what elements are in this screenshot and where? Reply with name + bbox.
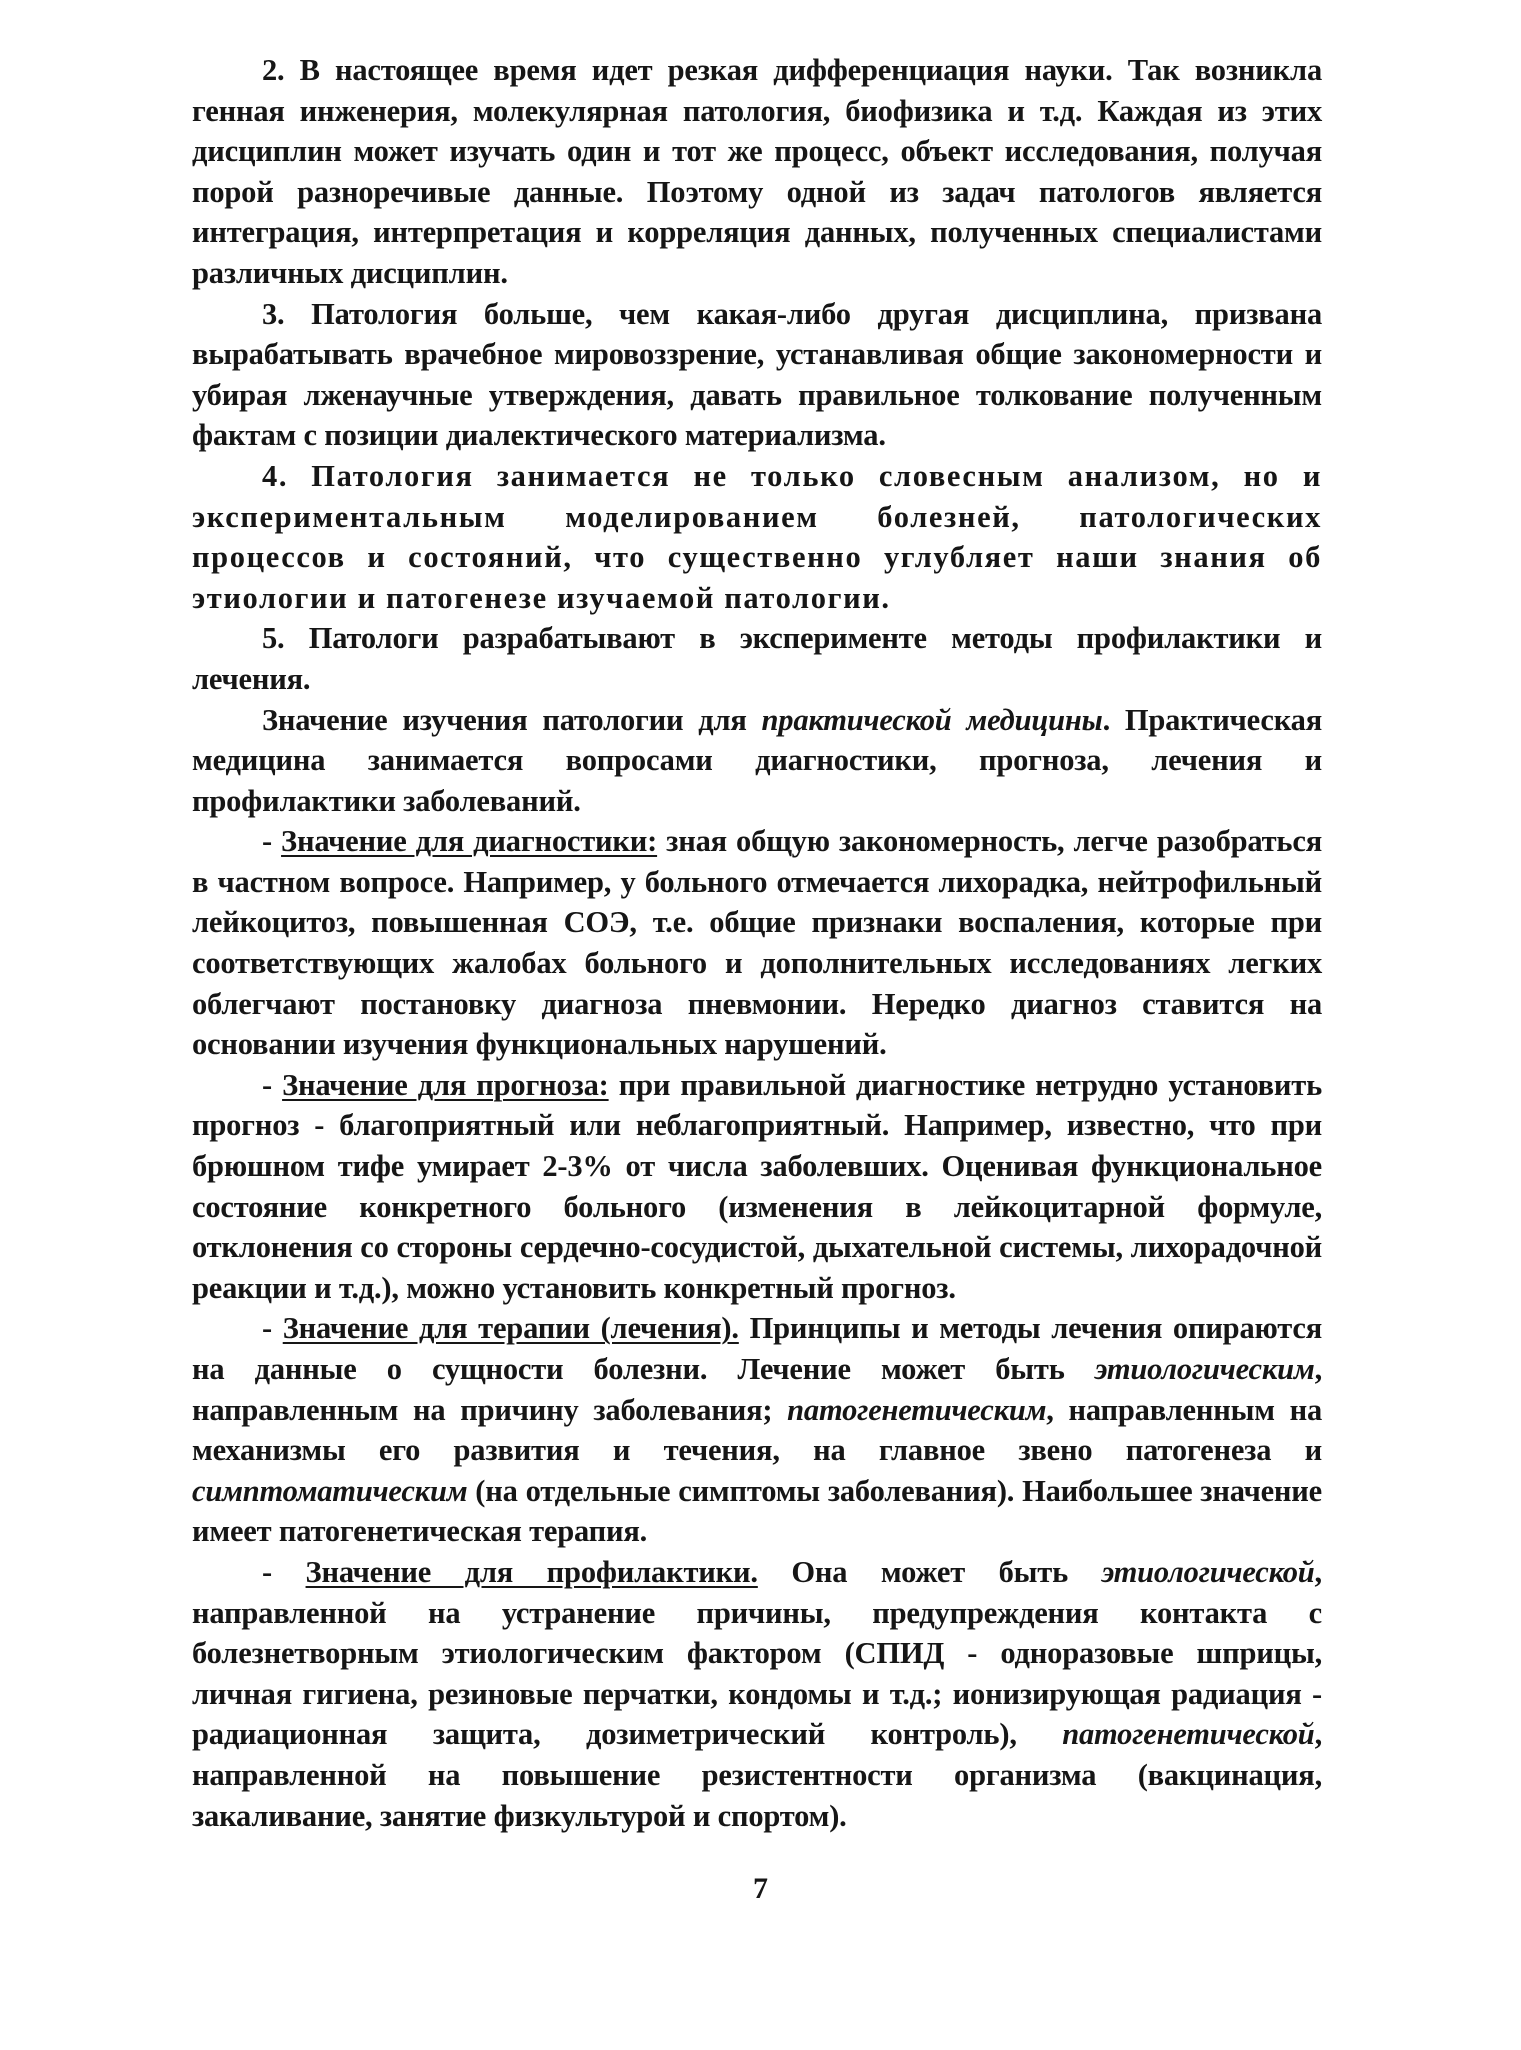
prognosis-text: при правильной диагностике нетрудно установить прогноз - благоприятный или неблагоприятный. Например, известно, что при брюшном тифе умирает 2-3% от числа заболевших. Оценивая функциональное состояние конкретного больного (изменения в лейкоцитарной формуле, отклонения со стороны сердечно-сосудистой, дыхательной системы, лихорадочной реакции и т.д.), можно установить конкретный прогноз.	[192, 1067, 1323, 1305]
paragraph-therapy	[192, 1308, 1322, 1552]
paragraph-3: 3. Патология больше, чем какая-либо другая дисциплина, призвана вырабатывать врачебное мировоззрение, устанавливая общие закономерности и убирая лженаучные утверждения, давать правильное толкование полученным фактам с позиции диалектического материализма.	[192, 296, 1322, 453]
paragraph-diagnostics	[192, 821, 1322, 1065]
prophylaxis-text-3: , направленной на повышение резистентности организма (вакцинация, закаливание, занятие физкультурой и спортом).	[192, 1717, 1322, 1833]
therapy-etiological: этиологическим	[1094, 1352, 1315, 1386]
practical-lead: Значение изучения патологии для	[262, 702, 762, 737]
prophylaxis-pathogenetic: патогенетической	[1062, 1717, 1315, 1752]
diagnostics-text: зная общую закономерность, легче разобраться в частном вопросе. Например, у больного отмечается лихорадка, нейтрофильный лейкоцитоз, повышенная СОЭ, т.е. общие признаки воспаления, которые при соответствующих жалобах больного и дополнительных исследованиях легких облегчают постановку диагноза пневмонии. Нередко диагноз ставится на основании изучения функциональных нарушений.	[192, 824, 1322, 1062]
therapy-text-3: , направленным на механизмы его развития и течения, на главное звено патогенеза и	[192, 1392, 1322, 1468]
paragraph-prognosis	[192, 1065, 1322, 1309]
prophylaxis-dash: -	[262, 1554, 306, 1589]
diagnostics-heading: Значение для диагностики:	[281, 824, 658, 859]
practical-emphasis: практической медицины	[761, 702, 1103, 737]
prophylaxis-text-1: Она может быть	[757, 1554, 1102, 1589]
diagnostics-dash: -	[262, 824, 282, 859]
practical-rest: . Практическая медицина занимается вопросами диагностики, прогноза, лечения и профилактики заболеваний.	[192, 702, 1322, 818]
paragraph-4: 4. Патология занимается не только словесным анализом, но и экспериментальным моделированием болезней, патологических процессов и состояний, что существенно углубляет наши знания об этиологии и патогенезе изучаемой патологии.	[192, 458, 1322, 615]
therapy-pathogenetic: патогенетическим	[787, 1392, 1047, 1427]
therapy-text-2: , направленным на причину заболевания;	[192, 1352, 1322, 1427]
paragraph-2: 2. В настоящее время идет резкая дифференциация науки. Так возникла генная инженерия, молекулярная патология, биофизика и т.д. Каждая из этих дисциплин может изучать один и тот же процесс, объект исследования, получая порой разноречивые данные. Поэтому одной из задач патологов является интеграция, интерпретация и корреляция данных, полученных специалистами различных дисциплин.	[192, 53, 1322, 290]
page-number: 7	[753, 1872, 768, 1905]
page-body	[192, 50, 1322, 1836]
therapy-text-4: (на отдельные симптомы заболевания). Наибольшее значение имеет патогенетическая терапия.	[192, 1473, 1322, 1549]
prognosis-dash: -	[262, 1067, 283, 1102]
prophylaxis-heading: Значение для профилактики.	[305, 1554, 758, 1589]
therapy-dash: -	[262, 1311, 283, 1346]
prophylaxis-etiological: этиологической	[1101, 1554, 1315, 1589]
prophylaxis-text-2: , направленной на устранение причины, предупреждения контакта с болезнетворным этиологическим фактором (СПИД - одноразовые шприцы, личная гигиена, резиновые перчатки, кондомы и т.д.; ионизирующая радиация - радиационная защита, дозиметрический контроль),	[192, 1554, 1322, 1752]
paragraph-prophylaxis	[192, 1552, 1322, 1836]
therapy-text-1: Принципы и методы лечения опираются на данные о сущности болезни. Лечение может быть	[192, 1311, 1322, 1386]
paragraph-5: 5. Патологи разрабатывают в эксперименте методы профилактики и лечения.	[192, 621, 1322, 696]
prognosis-heading: Значение для прогноза:	[282, 1067, 609, 1102]
therapy-heading: Значение для терапии (лечения).	[282, 1311, 739, 1346]
paragraph-practical-medicine	[192, 700, 1322, 822]
therapy-symptomatic: симптоматическим	[192, 1473, 468, 1508]
